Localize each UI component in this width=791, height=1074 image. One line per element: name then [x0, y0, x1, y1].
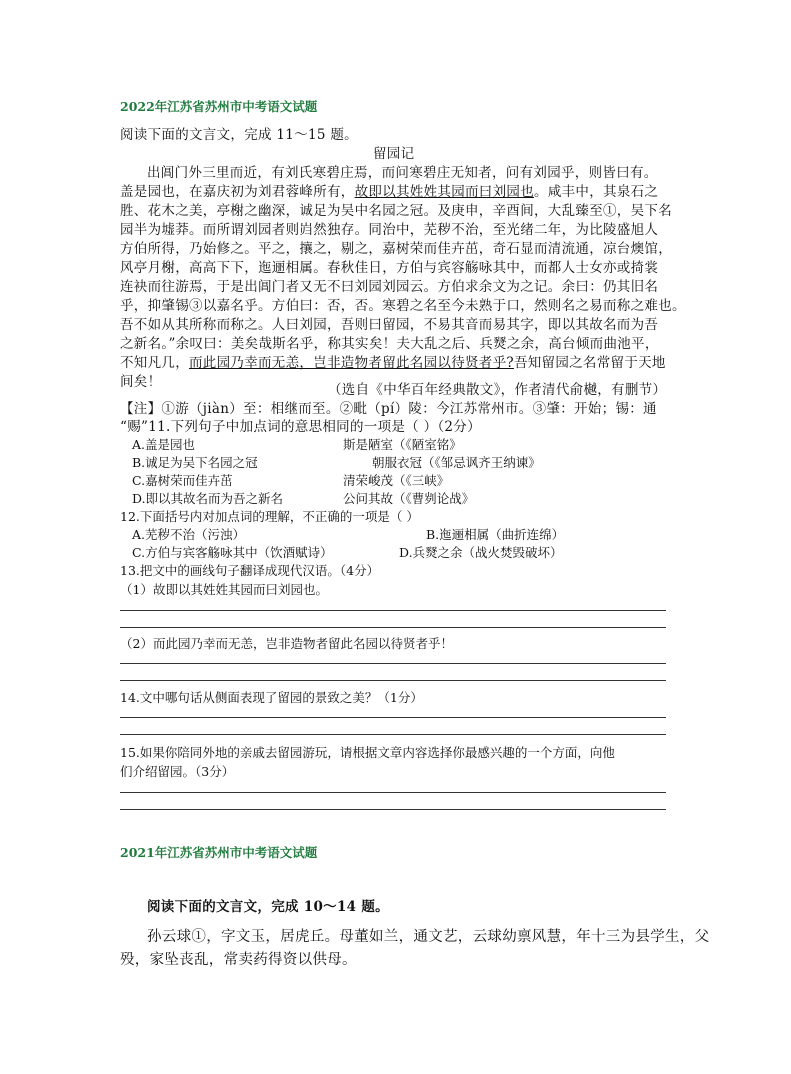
- passage-line: 园半为墟莽。而所谓刘园者则岿然独存。同治中，芜秽不治，至光绪二年，为比陵盛旭人: [120, 222, 659, 238]
- passage-line: [120, 180, 658, 200]
- q13-part2: （2）而此园乃幸而无恙，岂非造物者留此名园以待贤者乎！: [120, 636, 453, 651]
- answer-line[interactable]: [120, 717, 666, 718]
- passage-text: 吾知留园之名常留于天地: [513, 355, 666, 371]
- passage-line: 吾不如从其所称而称之。人曰刘园，吾则曰留园，不易其音而易其字，即以其故名而为吾: [120, 317, 659, 333]
- q12-option-b: B.迤逦相属（曲折连绵）: [426, 527, 565, 542]
- passage-line: [120, 351, 666, 371]
- passage-line: 胜、花木之美，亭榭之幽深，诚足为吴中名园之冠。及庚申，辛酉间，大乱臻至①，吴下名: [120, 203, 672, 219]
- passage-line: 连袂而往游焉，于是出阊门者又无不曰刘园刘园云。方伯求余文为之记。余曰：仍其旧名: [120, 279, 659, 295]
- q11-option-d-left: D.即以其故名而为吾之新名: [132, 491, 284, 506]
- answer-line[interactable]: [120, 809, 666, 810]
- q13: 13.把文中的画线句子翻译成现代汉语。（4分）: [120, 563, 380, 578]
- passage-line: 乎，抑肇锡③以嘉名乎。方伯曰：否，否。寒碧之名至今未熟于口，然则名之易而称之难也。: [120, 298, 686, 314]
- passage-line: 方伯所得，乃始修之。平之，攘之，剔之，嘉树荣而佳卉茁，奇石显而清流通，凉台燠馆，: [120, 241, 672, 257]
- q13-part1: （1）故即以其姓姓其园而曰刘园也。: [120, 582, 328, 597]
- passage-line: 间矣！: [120, 374, 162, 390]
- q12: 12.下面括号内对加点词的理解，不正确的一项是（ ）: [120, 509, 419, 524]
- q11-option-d-right: 公问其故（《曹刿论战》: [343, 491, 475, 506]
- passage-line: 出阊门外三里而近，有刘氏寒碧庄焉，而问寒碧庄无知者，问有刘园乎，则皆曰有。: [147, 165, 658, 181]
- passage-text: 盖是园也，在嘉庆初为刘君蓉峰所有，: [120, 184, 355, 200]
- passage-text: 不知凡几，: [120, 355, 189, 371]
- passage-line: 之新名。”余叹曰：美矣哉斯名乎，称其实矣！夫大乱之后、兵燹之余，高台倾而曲池平，: [120, 336, 659, 352]
- answer-line[interactable]: [120, 627, 666, 628]
- passage-line: 风亭月榭，高高下下，迤逦相属。春秋佳日，方伯与宾容觞咏其中，而都人士女亦或掎裳: [120, 260, 659, 276]
- passage-line: 殁，家坠丧乱，常卖药得资以供母。: [120, 952, 357, 968]
- q15-line: 15.如果你陪同外地的亲戚去留园游玩，请根据文章内容选择你最感兴趣的一个方面，向他: [120, 745, 615, 760]
- passage-text: 。咸丰中，其泉石之: [534, 184, 659, 200]
- underlined-sentence-2: 而此园乃幸而无恙，岂非造物者留此名园以待贤者乎?: [189, 355, 514, 371]
- answer-line[interactable]: [120, 663, 666, 664]
- source-citation: （选自《中华百年经典散文》，作者清代俞樾，有删节）: [328, 382, 667, 398]
- q11-option-a-right: 斯是陋室（《陋室铭》: [343, 437, 462, 452]
- section-title-2021: 2021年江苏省苏州市中考语文试题: [120, 845, 318, 860]
- q12-option-d: D.兵燹之余（战火焚毁破坏）: [399, 545, 563, 560]
- answer-line[interactable]: [120, 792, 666, 793]
- q11-line: “赐”11.下列句子中加点词的意思相同的一项是（ ）（2分）: [120, 419, 481, 435]
- q11-option-b-left: B.诚足为吴下名园之冠: [132, 455, 258, 470]
- note-line: 【注】①游（jiàn）至：相继而至。②毗（pí）陵：今江苏常州市。③肇：开始；锡：通: [120, 401, 657, 417]
- answer-line[interactable]: [120, 734, 666, 735]
- q12-option-a: A.芜秽不治（污浊）: [132, 527, 246, 542]
- q15-line: 们介绍留园。（3分）: [120, 764, 235, 779]
- passage-line: 孙云球①，字文玉，居虎丘。母董如兰，通文艺，云球幼禀风慧，年十三为县学生，父: [147, 929, 710, 945]
- q14: 14.文中哪句话从侧面表现了留园的景致之美？（1分）: [120, 690, 423, 705]
- passage-title: 留园记: [373, 146, 415, 162]
- instruction-2021: 阅读下面的文言文，完成 10～14 题。: [147, 899, 389, 915]
- instruction: 阅读下面的文言文，完成 11～15 题。: [120, 127, 358, 143]
- answer-line[interactable]: [120, 680, 666, 681]
- answer-line[interactable]: [120, 610, 666, 611]
- q12-option-c: C.方伯与宾客觞咏其中（饮酒赋诗）: [132, 545, 333, 560]
- q11-option-c-right: 清荣峻茂（《三峡》: [343, 473, 450, 488]
- section-title-2022: 2022年江苏省苏州市中考语文试题: [120, 99, 318, 114]
- q11-option-c-left: C.嘉树荣而佳卉茁: [132, 473, 233, 488]
- q11-option-a-left: A.盖是园也: [132, 437, 196, 452]
- underlined-sentence-1: 故即以其姓姓其园而曰刘园也: [354, 184, 535, 200]
- q11-option-b-right: 朝服衣冠（《邹忌讽齐王纳谏》: [372, 455, 541, 470]
